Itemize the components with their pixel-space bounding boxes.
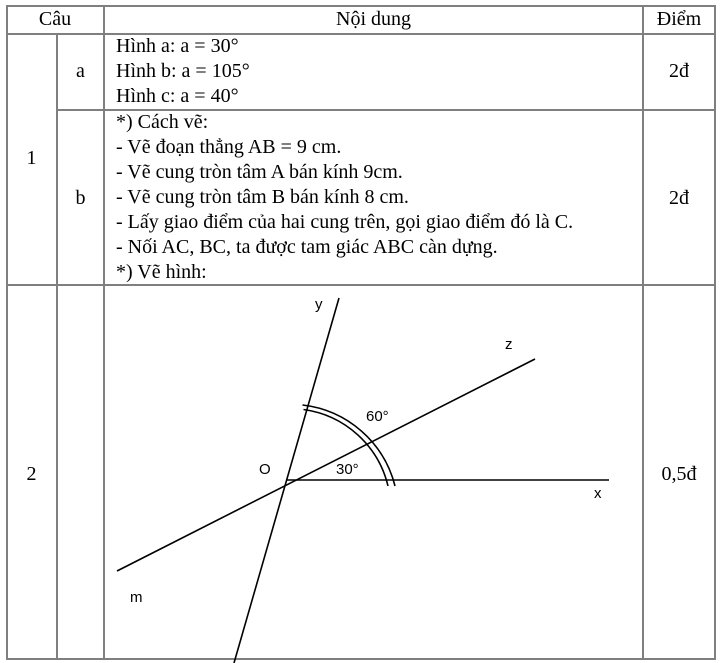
subpart-label-a: a [76, 60, 85, 82]
label-m: m [130, 589, 143, 606]
label-angle-30: 30° [336, 461, 359, 478]
answer-line: - Vẽ cung tròn tâm A bán kính 9cm. [116, 161, 403, 183]
label-z: z [505, 336, 513, 353]
score-2: 0,5đ [661, 463, 697, 485]
header-noi-dung: Nội dung [336, 8, 411, 30]
label-angle-60: 60° [366, 408, 389, 425]
subpart-label-b: b [75, 187, 86, 209]
answer-line: - Lấy giao điểm của hai cung trên, gọi giao điểm đó là C. [116, 211, 574, 233]
question-number-2: 2 [26, 463, 37, 485]
answer-line: - Vẽ cung tròn tâm B bán kính 8 cm. [116, 186, 409, 208]
answer-line: *) Cách vẽ: [116, 111, 209, 133]
score-1a: 2đ [669, 60, 689, 82]
answer-line: - Vẽ đoạn thẳng AB = 9 cm. [116, 136, 342, 158]
answer-line: Hình c: a = 40° [116, 85, 239, 107]
answer-line: Hình b: a = 105° [116, 60, 250, 82]
line-zm [117, 359, 535, 571]
label-x: x [594, 485, 602, 502]
header-diem: Điểm [656, 8, 702, 30]
label-y: y [315, 296, 323, 313]
score-1b: 2đ [669, 187, 689, 209]
header-cau: Câu [38, 8, 72, 30]
answer-line: - Nối AC, BC, ta được tam giác ABC càn dựng. [116, 236, 498, 258]
answer-line: *) Vẽ hình: [116, 261, 207, 283]
label-o: O [259, 461, 271, 478]
question-number-1: 1 [26, 147, 37, 169]
answer-line: Hình a: a = 30° [116, 35, 239, 57]
